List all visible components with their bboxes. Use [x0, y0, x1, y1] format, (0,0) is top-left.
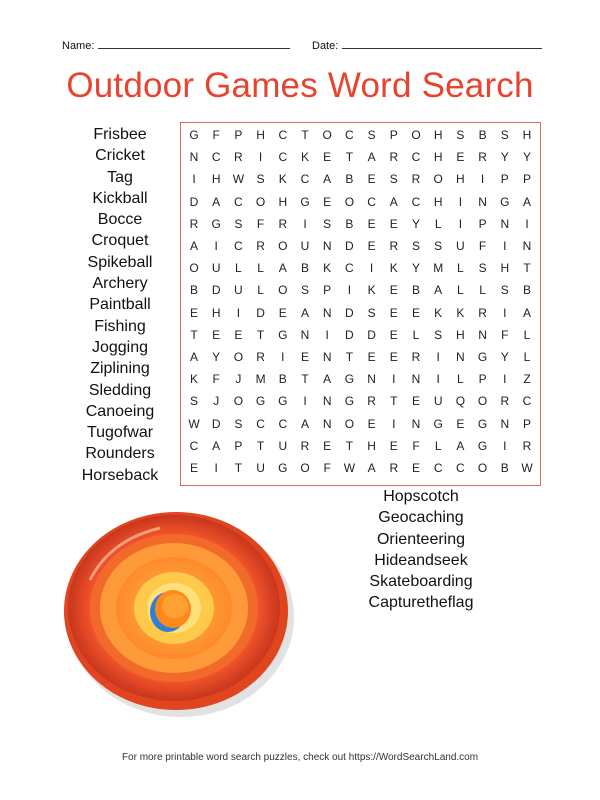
grid-letter: I	[392, 372, 396, 387]
grid-letter: I	[214, 239, 218, 253]
grid-letter: G	[278, 461, 288, 475]
grid-letter: G	[344, 394, 355, 409]
grid-letter: E	[389, 305, 398, 320]
grid-letter: E	[189, 461, 198, 475]
grid-letter: O	[322, 128, 332, 142]
grid-letter: A	[278, 261, 287, 276]
grid-letter: I	[258, 150, 263, 165]
grid-letter: H	[211, 305, 221, 320]
grid-letter: F	[501, 327, 509, 342]
grid-letter: T	[190, 327, 198, 342]
grid-letter: O	[344, 194, 355, 209]
grid-letter: T	[301, 372, 309, 387]
grid-letter: M	[433, 261, 444, 276]
grid-letter: Z	[523, 372, 531, 387]
grid-letter: N	[411, 416, 421, 431]
grid-letter: R	[389, 461, 399, 475]
grid-letter: L	[257, 261, 264, 276]
grid-letter: R	[367, 394, 376, 409]
grid-letter: P	[323, 283, 332, 298]
grid-letter: Q	[455, 394, 466, 409]
grid-letter: K	[278, 172, 287, 187]
word-item: Sledding	[88, 381, 152, 399]
grid-letter: G	[211, 216, 221, 231]
grid-letter: L	[257, 283, 264, 298]
grid-letter: R	[411, 350, 421, 364]
grid-letter: G	[500, 194, 510, 209]
grid-letter: E	[323, 194, 332, 209]
grid-letter: H	[500, 261, 510, 276]
grid-letter: O	[233, 350, 244, 364]
word-item: Capturetheflag	[368, 594, 474, 612]
grid-letter: S	[500, 128, 509, 142]
grid-letter: C	[256, 416, 265, 431]
grid-letter: C	[345, 128, 354, 142]
word-item: Hopscotch	[383, 488, 459, 505]
grid-letter: E	[367, 239, 376, 253]
grid-letter: Y	[500, 150, 509, 165]
grid-letter: L	[235, 261, 242, 276]
page-title: Outdoor Games Word Search	[66, 66, 534, 105]
grid-letter: C	[278, 416, 288, 431]
grid-letter: O	[477, 461, 488, 475]
grid-letter: Y	[411, 261, 420, 276]
grid-letter: I	[281, 350, 285, 364]
grid-letter: A	[456, 438, 465, 453]
letter-grid	[180, 122, 541, 486]
grid-letter: A	[212, 438, 221, 453]
word-item: Ziplining	[90, 360, 150, 378]
grid-letter: O	[189, 261, 199, 276]
grid-letter: E	[456, 416, 465, 431]
word-item: Canoeing	[85, 402, 155, 420]
grid-letter: N	[367, 372, 376, 387]
grid-letter: A	[323, 172, 332, 187]
grid-letter: W	[343, 461, 356, 475]
grid-letter: I	[458, 216, 463, 231]
grid-letter: R	[256, 350, 265, 364]
grid-letter: D	[211, 416, 221, 431]
grid-letter: J	[213, 394, 220, 409]
grid-letter: T	[345, 438, 354, 453]
word-item: Skateboarding	[369, 573, 473, 591]
grid-letter: N	[500, 416, 510, 431]
grid-letter: N	[322, 394, 332, 409]
grid-letter: H	[211, 172, 221, 187]
grid-letter: I	[436, 372, 440, 387]
grid-letter: I	[303, 394, 307, 409]
grid-letter: H	[433, 194, 443, 209]
grid-letter: L	[457, 261, 464, 276]
grid-letter: A	[300, 305, 309, 320]
grid-letter: W	[188, 416, 200, 431]
word-item: Paintball	[89, 296, 151, 314]
grid-letter: H	[522, 128, 532, 142]
grid-letter: S	[367, 305, 376, 320]
grid-letter: G	[278, 394, 288, 409]
grid-letter: T	[345, 150, 354, 165]
grid-letter: O	[433, 172, 443, 187]
grid-letter: U	[433, 394, 443, 409]
grid-letter: C	[411, 194, 421, 209]
grid-letter: R	[189, 216, 199, 231]
grid-letter: P	[522, 172, 531, 187]
grid-letter: T	[523, 261, 531, 276]
grid-letter: G	[300, 194, 310, 209]
grid-letter: K	[189, 372, 198, 387]
grid-letter: F	[412, 438, 420, 453]
grid-letter: E	[278, 305, 287, 320]
grid-letter: C	[411, 150, 421, 165]
grid-letter: E	[411, 305, 420, 320]
grid-letter: G	[344, 372, 355, 387]
grid-letter: S	[500, 283, 509, 298]
grid-letter: G	[477, 350, 488, 364]
grid-letter: D	[189, 194, 199, 209]
grid-letter: O	[411, 128, 421, 142]
grid-letter: E	[367, 350, 376, 364]
grid-letter: O	[233, 394, 244, 409]
grid-letter: E	[212, 327, 221, 342]
grid-letter: G	[189, 128, 199, 142]
name-line[interactable]	[98, 38, 290, 49]
grid-letter: G	[477, 416, 488, 431]
grid-letter: E	[323, 150, 332, 165]
grid-letter: O	[300, 461, 310, 475]
grid-letter: L	[434, 216, 442, 231]
grid-letter: S	[434, 327, 443, 342]
grid-letter: B	[345, 172, 354, 187]
grid-letter: I	[503, 438, 507, 453]
grid-letter: L	[523, 327, 531, 342]
grid-letter: C	[456, 461, 465, 475]
grid-letter: C	[234, 194, 243, 209]
grid-letter: P	[522, 416, 531, 431]
grid-letter: R	[389, 239, 399, 253]
word-item: Geocaching	[378, 509, 464, 527]
word-item: Tag	[107, 168, 133, 186]
date-field[interactable]	[312, 38, 542, 52]
grid-letter: R	[389, 150, 399, 165]
grid-letter: G	[477, 438, 488, 453]
grid-letter: C	[278, 128, 288, 142]
grid-letter: E	[389, 327, 398, 342]
grid-letter: A	[522, 305, 531, 320]
grid-letter: C	[522, 394, 532, 409]
grid-letter: W	[232, 172, 245, 187]
grid-letter: B	[522, 283, 531, 298]
word-list-left	[70, 124, 170, 486]
grid-letter: G	[433, 416, 443, 431]
grid-letter: H	[256, 128, 265, 142]
grid-letter: I	[436, 350, 440, 364]
grid-letter: N	[500, 216, 510, 231]
grid-letter: I	[503, 305, 507, 320]
grid-letter: N	[189, 150, 199, 165]
grid-letter: R	[500, 394, 510, 409]
grid-letter: N	[300, 327, 310, 342]
grid-letter: R	[278, 216, 288, 231]
grid-letter: M	[255, 372, 266, 387]
grid-letter: N	[478, 194, 487, 209]
grid-letter: C	[345, 261, 354, 276]
grid-letter: F	[212, 128, 220, 142]
date-line[interactable]	[342, 38, 542, 49]
grid-letter: D	[345, 305, 354, 320]
grid-letter: I	[303, 216, 307, 231]
grid-letter: Y	[522, 150, 531, 165]
grid-letter: A	[212, 194, 221, 209]
grid-letter: A	[323, 372, 332, 387]
grid-letter: B	[278, 372, 287, 387]
frisbee-icon	[60, 500, 320, 720]
grid-letter: U	[211, 261, 221, 276]
grid-letter: C	[300, 172, 310, 187]
grid-letter: K	[323, 261, 332, 276]
grid-letter: E	[411, 394, 420, 409]
grid-letter: L	[412, 327, 420, 342]
grid-letter: P	[478, 372, 487, 387]
word-item: Kickball	[92, 189, 148, 207]
grid-letter: L	[434, 438, 442, 453]
word-item: Rounders	[85, 445, 155, 463]
grid-letter: S	[456, 128, 465, 142]
grid-letter: B	[500, 461, 509, 475]
grid-letter: D	[345, 239, 354, 253]
grid-letter: T	[256, 438, 265, 453]
grid-letter: I	[503, 372, 507, 387]
word-list-right	[356, 486, 486, 614]
grid-letter: F	[256, 216, 265, 231]
grid-letter: E	[411, 461, 420, 475]
grid-letter: K	[456, 305, 465, 320]
grid-letter: T	[345, 350, 354, 364]
grid-letter: P	[234, 128, 243, 142]
grid-letter: B	[411, 283, 420, 298]
grid-letter: Y	[212, 350, 221, 364]
grid-letter: I	[525, 216, 529, 231]
grid-letter: A	[189, 350, 198, 364]
grid-letter: E	[389, 438, 398, 453]
grid-letter: S	[234, 416, 243, 431]
grid-letter: T	[234, 461, 243, 475]
grid-letter: C	[278, 150, 288, 165]
grid-letter: U	[456, 239, 465, 253]
grid-letter: Y	[411, 216, 420, 231]
grid-letter: B	[478, 128, 487, 142]
grid-letter: A	[434, 283, 443, 298]
grid-letter: K	[389, 261, 398, 276]
grid-letter: C	[189, 438, 199, 453]
grid-letter: E	[389, 283, 398, 298]
grid-letter: S	[478, 261, 487, 276]
grid-letter: N	[478, 327, 487, 342]
name-field[interactable]	[62, 38, 290, 52]
grid-letter: F	[478, 239, 487, 253]
grid-letter: F	[323, 461, 331, 475]
grid-letter: R	[522, 438, 532, 453]
grid-letter: I	[369, 261, 374, 276]
word-item: Tugofwar	[86, 424, 154, 442]
grid-letter: S	[411, 239, 420, 253]
word-item: Bocce	[97, 211, 143, 229]
grid-letter: J	[235, 372, 242, 387]
grid-letter: O	[477, 394, 488, 409]
grid-letter: E	[234, 327, 243, 342]
grid-letter: O	[255, 194, 266, 209]
grid-letter: E	[389, 350, 398, 364]
grid-letter: D	[345, 327, 354, 342]
grid-letter: I	[325, 327, 329, 342]
name-label: Name:	[62, 40, 95, 52]
grid-letter: E	[367, 416, 376, 431]
grid-letter: H	[456, 172, 465, 187]
grid-letter: L	[457, 283, 464, 298]
grid-letter: B	[300, 261, 309, 276]
word-item: Orienteering	[376, 530, 466, 548]
grid-letter: P	[389, 128, 398, 142]
grid-letter: S	[367, 128, 376, 142]
grid-letter: N	[322, 239, 332, 253]
grid-letter: S	[189, 394, 198, 409]
grid-letter: S	[256, 172, 265, 187]
grid-letter: A	[367, 461, 376, 475]
grid-letter: N	[411, 372, 421, 387]
grid-letter: D	[256, 305, 265, 320]
grid-letter: K	[434, 305, 443, 320]
grid-letter: I	[214, 461, 218, 475]
grid-letter: S	[234, 216, 243, 231]
grid-letter: H	[278, 194, 288, 209]
word-item: Spikeball	[87, 253, 153, 271]
grid-letter: H	[367, 438, 376, 453]
grid-letter: P	[500, 172, 509, 187]
grid-letter: S	[389, 172, 398, 187]
grid-letter: R	[411, 172, 421, 187]
grid-letter: U	[300, 239, 310, 253]
grid-letter: R	[300, 438, 310, 453]
grid-letter: P	[478, 216, 487, 231]
grid-letter: A	[300, 416, 309, 431]
grid-letter: I	[503, 239, 507, 253]
grid-letter: P	[234, 438, 243, 453]
date-label: Date:	[312, 40, 339, 52]
grid-letter: R	[478, 305, 487, 320]
grid-letter: E	[323, 438, 332, 453]
grid-letter: L	[523, 350, 531, 364]
grid-letter: U	[256, 461, 265, 475]
grid-letter: T	[256, 327, 265, 342]
word-item: Croquet	[91, 232, 149, 250]
grid-letter: E	[389, 216, 398, 231]
grid-letter: E	[189, 305, 198, 320]
grid-letter: I	[347, 283, 352, 298]
grid-letter: A	[367, 150, 376, 165]
grid-letter: S	[323, 216, 332, 231]
grid-letter: C	[211, 150, 221, 165]
grid-letter: A	[522, 194, 531, 209]
grid-letter: O	[344, 416, 355, 431]
grid-letter: G	[278, 327, 288, 342]
grid-letter: A	[189, 239, 198, 253]
grid-letter: D	[367, 327, 376, 342]
grid-letter: I	[458, 194, 463, 209]
grid-letter: I	[236, 305, 241, 320]
grid-letter: G	[255, 394, 266, 409]
grid-letter: C	[433, 461, 443, 475]
footer-note: For more printable word search puzzles, check out https://WordSearchLand.com	[121, 752, 479, 763]
grid-letter: S	[300, 283, 309, 298]
grid-letter: N	[456, 350, 465, 364]
grid-letter: E	[300, 350, 309, 364]
grid-letter: H	[456, 327, 465, 342]
grid-letter: E	[367, 172, 376, 187]
grid-letter: L	[457, 372, 464, 387]
grid-letter: I	[480, 172, 485, 187]
grid-letter: N	[522, 239, 532, 253]
grid-letter: R	[256, 239, 265, 253]
grid-letter: I	[192, 172, 196, 187]
grid-letter: N	[322, 305, 332, 320]
grid-letter: T	[301, 128, 309, 142]
grid-letter: W	[521, 461, 533, 475]
grid-letter: H	[433, 128, 443, 142]
grid-letter: B	[345, 216, 354, 231]
grid-letter: N	[322, 350, 332, 364]
word-item: Fishing	[94, 317, 146, 335]
grid-letter: A	[389, 194, 398, 209]
grid-letter: L	[479, 283, 486, 298]
word-item: Hideandseek	[374, 551, 468, 569]
grid-letter: T	[390, 394, 398, 409]
grid-letter: K	[367, 283, 376, 298]
grid-letter: C	[234, 239, 243, 253]
grid-letter: U	[278, 438, 288, 453]
word-item: Horseback	[81, 466, 159, 484]
grid-letter: F	[212, 372, 220, 387]
word-item: Cricket	[95, 147, 145, 165]
word-item: Frisbee	[93, 126, 147, 143]
grid-letter: R	[234, 150, 243, 165]
grid-letter: Y	[500, 350, 509, 364]
grid-letter: I	[392, 416, 396, 431]
grid-letter: E	[367, 216, 376, 231]
grid-letter: H	[433, 150, 443, 165]
grid-letter: D	[211, 283, 221, 298]
grid-letter: C	[367, 194, 376, 209]
grid-letter: R	[478, 150, 487, 165]
grid-letter: E	[456, 150, 465, 165]
grid-letter: O	[278, 239, 288, 253]
word-item: Archery	[92, 275, 148, 293]
grid-letter: O	[278, 283, 288, 298]
grid-letter: U	[234, 283, 243, 298]
grid-letter: K	[300, 150, 309, 165]
grid-letter: N	[322, 416, 332, 431]
grid-letter: S	[434, 239, 443, 253]
word-item: Jogging	[91, 338, 149, 356]
grid-letter: B	[189, 283, 198, 298]
